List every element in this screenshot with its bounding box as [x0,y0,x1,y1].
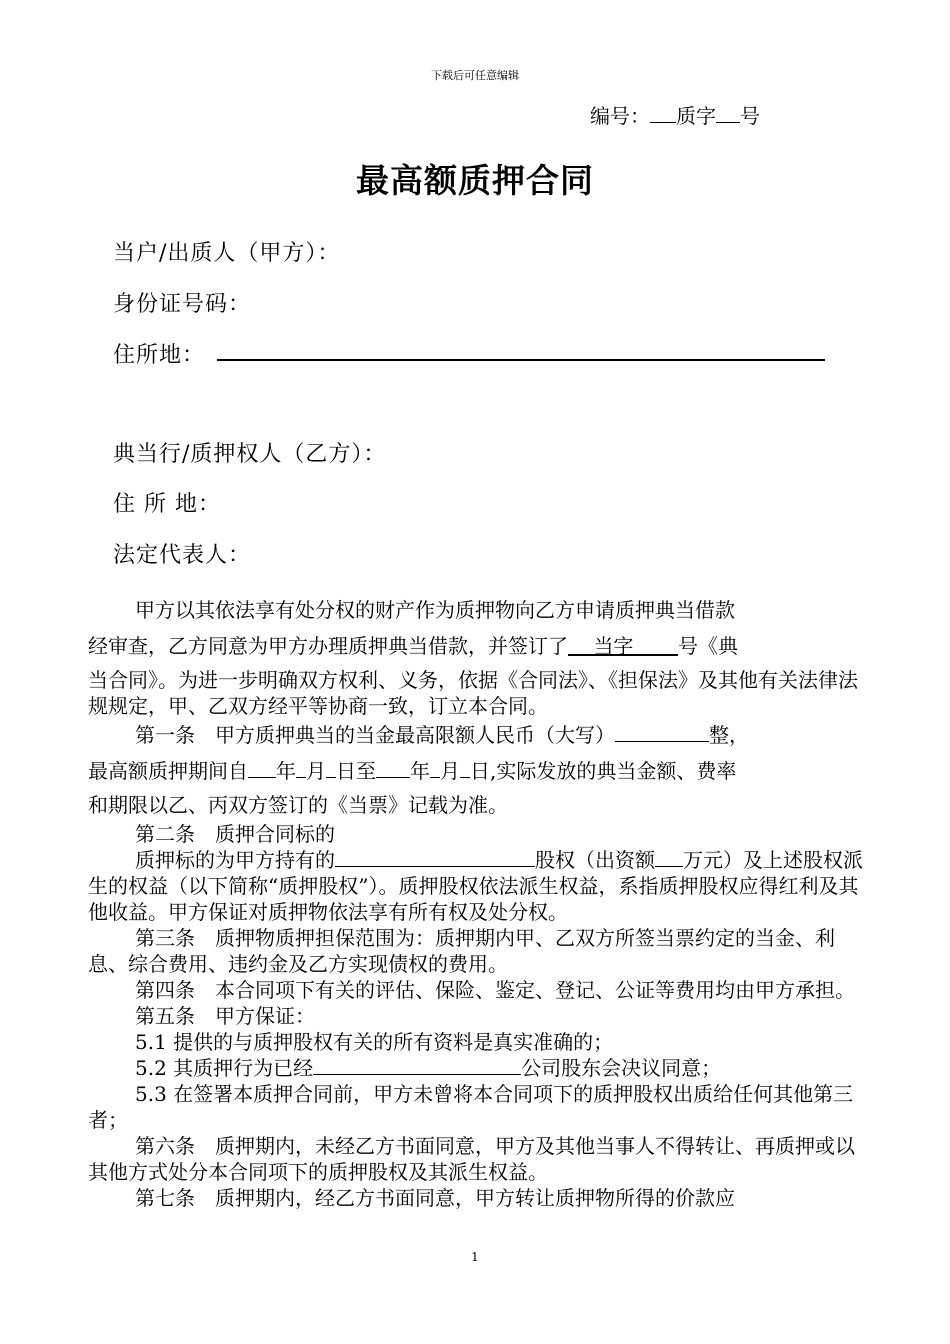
article-5-heading: 第五条 甲方保证： [135,1004,315,1028]
capital-amount-blank [655,848,683,867]
article-1-amount-blank [615,723,709,742]
article-2-body [88,847,868,925]
articles-main [88,821,868,1211]
article-5-item-2-text-a: 5.2 其质押行为已经 [135,1056,314,1080]
blank [430,759,440,778]
article-1-text-a: 第一条 甲方质押典当的当金最高限额人民币（大写） [135,723,615,747]
contract-number-blank-2 [716,104,740,123]
month-label: 月 [440,759,460,783]
article-1-text-b: 整， [709,723,749,747]
intro-line-1: 甲方以其依法享有处分权的财产作为质押物向乙方申请质押典当借款 [135,598,735,622]
intro-paragraph [88,597,868,719]
intro-pawn-no-blank [568,634,678,658]
contract-number-mid: 质字 [676,104,716,128]
article-2-text-c: 万元）及上述股权派生的权益（以下简称“质押股权”）。质押股权依法派生权益，系指质押股权应得红利及其他收益。甲方保证对质押物依法享有所有权及处分权。 [88,848,863,924]
article-3: 第三条 质押物质押担保范围为：质押期内甲、乙双方所签当票约定的当金、利息、综合费用、违约金及乙方实现债权的费用。 [88,926,835,976]
article-5-item-1: 5.1 提供的与质押股权有关的所有资料是真实准确的； [135,1030,614,1054]
article-5-item-2 [88,1055,868,1081]
header-note: 下载后可任意编辑 [431,69,519,82]
article-1-line-1 [88,722,868,748]
article-1-text-i: 日,实际发放的典当金额、费率 [470,759,737,783]
article-2-text-a: 质押标的为甲方持有的 [135,848,335,872]
month-label: 月 [306,759,326,783]
blank [460,759,470,778]
company-name-blank [313,1056,521,1075]
article-2-text-b: 股权（出资额 [535,848,655,872]
article-4: 第四条 本合同项下有关的评估、保险、鉴定、登记、公证等费用均由甲方承担。 [135,978,855,1002]
contract-number-blank-1 [650,104,676,123]
contract-number [590,100,760,129]
party-a-address-blank [217,359,825,361]
document-title: 最高额质押合同 [356,161,594,200]
page-number: 1 [471,1250,479,1264]
equity-holder-blank [335,848,535,867]
intro-pawn-no-text: 当字 [593,634,634,658]
party-a-id-label: 身份证号码： [113,292,252,317]
party-b-name-label: 典当行/质押权人（乙方）： [113,442,387,467]
party-a-name-label: 当户/出质人（甲方）： [113,241,341,266]
intro-line-2-text: 经审查，乙方同意为甲方办理质押典当借款，并签订了 [88,634,568,658]
intro-line-2-end: 号《典 [677,634,738,658]
contract-number-prefix: 编号： [590,104,650,128]
intro-line-2 [88,633,868,659]
party-a-address-label: 住所地： [113,343,206,368]
blank [296,759,306,778]
article-5-item-2-text-b: 公司股东会决议同意； [521,1056,722,1080]
article-7: 第七条 质押期内，经乙方书面同意，甲方转让质押物所得的价款应 [135,1186,735,1210]
article-5-item-3: 5.3 在签署本质押合同前，甲方未曾将本合同项下的质押股权出质给任何其他第三者； [88,1082,854,1132]
article-1-line-2 [88,758,868,784]
blank [326,759,336,778]
article-1 [88,722,868,818]
party-b-address-label: 住 所 地： [113,492,221,517]
year-label: 年 [276,759,296,783]
article-2-heading: 第二条 质押合同标的 [135,822,335,846]
article-1-period-label: 最高额质押期间自 [88,759,248,783]
blank [248,759,276,778]
blank [376,759,410,778]
article-1-line-3: 和期限以乙、丙双方签订的《当票》记载为准。 [88,793,508,817]
contract-number-suffix: 号 [740,104,760,128]
intro-line-3: 当合同》。为进一步明确双方权利、义务，依据《合同法》、《担保法》及其他有关法律法规规定，甲、乙双方经平等协商一致，订立本合同。 [88,668,858,718]
day-to-label: 日至 [336,759,376,783]
party-b-rep-label: 法定代表人： [113,543,252,568]
article-6: 第六条 质押期内，未经乙方书面同意，甲方及其他当事人不得转让、再质押或以其他方式处分本合同项下的质押股权及其派生权益。 [88,1134,855,1184]
year-label: 年 [410,759,430,783]
